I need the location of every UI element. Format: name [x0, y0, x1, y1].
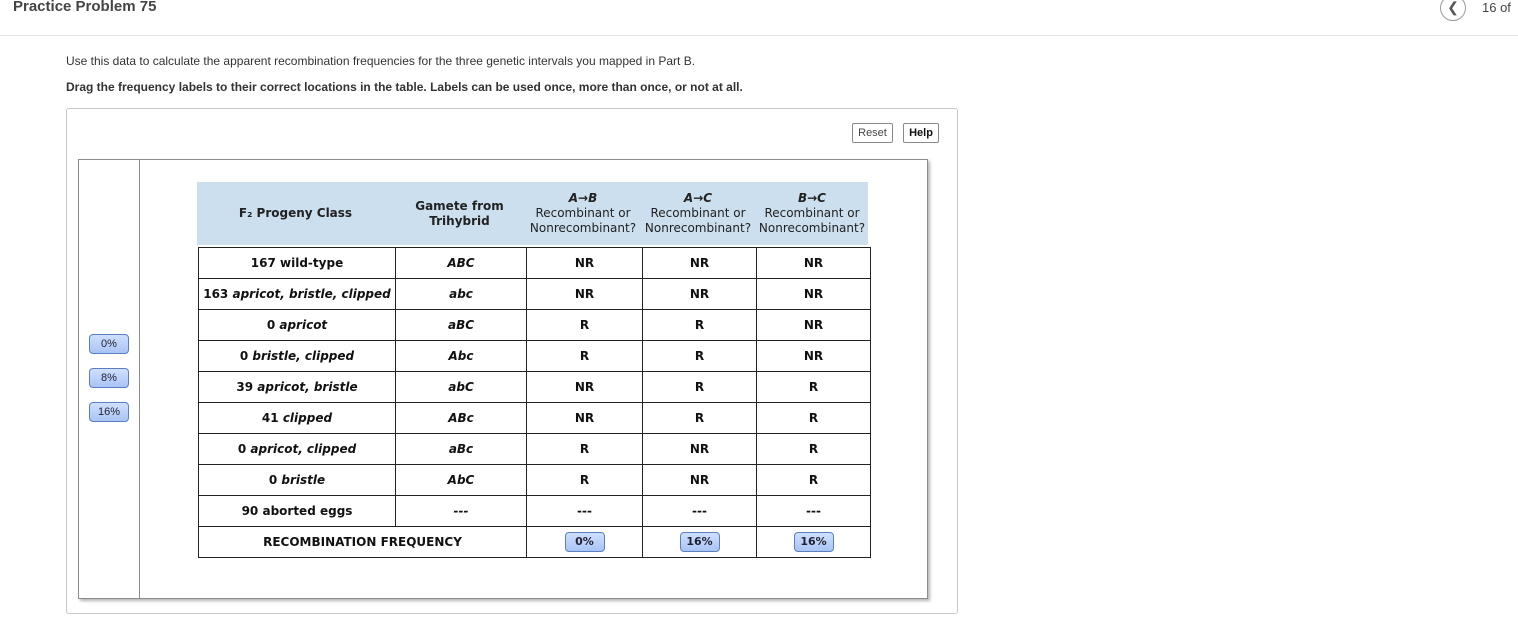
header-progeny-class: F₂ Progeny Class — [238, 206, 353, 220]
b-c-cell: R — [757, 434, 871, 465]
label-chip-16-percent[interactable]: 16% — [89, 402, 129, 422]
gamete-cell: abc — [396, 279, 527, 310]
progeny-description: bristle — [281, 473, 326, 487]
b-c-cell: R — [757, 403, 871, 434]
table-row — [199, 434, 871, 465]
table-row — [199, 341, 871, 372]
label-chip-0-percent[interactable]: 0% — [89, 334, 129, 354]
progeny-count: 163 — [203, 287, 229, 301]
a-b-cell: --- — [527, 496, 643, 527]
gamete-cell: AbC — [396, 465, 527, 496]
progeny-description: apricot, clipped — [250, 442, 357, 456]
a-c-cell: R — [643, 403, 757, 434]
progeny-class-cell — [199, 248, 396, 279]
a-c-cell: NR — [643, 279, 757, 310]
gamete-cell: ABC — [396, 248, 527, 279]
instruction-text: Use this data to calculate the apparent recombination frequencies for the three genetic intervals you mapped in Part B. — [66, 54, 696, 68]
table-row — [199, 403, 871, 434]
b-c-cell: NR — [757, 341, 871, 372]
b-c-cell: NR — [757, 248, 871, 279]
b-c-cell: R — [757, 372, 871, 403]
progeny-count: 167 — [250, 256, 276, 270]
header-a-c: A→C Recombinant or Nonrecombinant? — [644, 191, 752, 235]
progeny-count: 41 — [261, 411, 279, 425]
progeny-description: apricot — [279, 318, 328, 332]
label-chip-8-percent[interactable]: 8% — [89, 368, 129, 388]
placed-label-chip-ac[interactable]: 16% — [680, 532, 720, 552]
a-b-cell: R — [527, 465, 643, 496]
a-c-cell: --- — [643, 496, 757, 527]
progeny-table — [198, 247, 871, 558]
progeny-class-cell — [199, 434, 396, 465]
progeny-class-cell — [199, 465, 396, 496]
progeny-class-cell — [199, 279, 396, 310]
progeny-class-cell — [199, 310, 396, 341]
progeny-description: bristle, clipped — [252, 349, 355, 363]
a-c-cell: NR — [643, 465, 757, 496]
progeny-count: 0 — [237, 442, 247, 456]
a-b-cell: R — [527, 341, 643, 372]
table-row — [199, 496, 871, 527]
frequency-drop-zone-ac[interactable] — [643, 527, 757, 558]
a-b-cell: NR — [527, 248, 643, 279]
progeny-count: 0 — [239, 349, 249, 363]
frequency-drop-zone-ab[interactable] — [527, 527, 643, 558]
b-c-cell: R — [757, 465, 871, 496]
page-title: Practice Problem 75 — [13, 0, 157, 15]
table-row — [199, 465, 871, 496]
progeny-count: 39 — [236, 380, 254, 394]
b-c-cell: NR — [757, 310, 871, 341]
a-c-cell: R — [643, 341, 757, 372]
progeny-class-cell — [199, 372, 396, 403]
progeny-description: aborted eggs — [262, 504, 353, 518]
chevron-left-icon: ❮ — [1447, 0, 1459, 15]
gamete-cell: aBC — [396, 310, 527, 341]
top-bar — [0, 0, 1518, 36]
b-c-cell: --- — [757, 496, 871, 527]
frequency-drop-zone-bc[interactable] — [757, 527, 871, 558]
a-b-cell: NR — [527, 403, 643, 434]
progeny-count: 90 — [241, 504, 259, 518]
a-c-cell: R — [643, 372, 757, 403]
progeny-description: apricot, bristle — [257, 380, 358, 394]
a-c-cell: R — [643, 310, 757, 341]
gamete-cell: aBc — [396, 434, 527, 465]
a-b-cell: R — [527, 310, 643, 341]
progeny-description: wild-type — [280, 256, 344, 270]
a-c-cell: NR — [643, 434, 757, 465]
header-a-b: A→B Recombinant or Nonrecombinant? — [529, 191, 637, 235]
help-button[interactable]: Help — [903, 123, 939, 143]
a-b-cell: NR — [527, 372, 643, 403]
gamete-cell: --- — [396, 496, 527, 527]
a-b-cell: NR — [527, 279, 643, 310]
b-c-cell: NR — [757, 279, 871, 310]
table-row — [199, 279, 871, 310]
gamete-cell: Abc — [396, 341, 527, 372]
frequency-row — [199, 527, 871, 558]
placed-label-chip-bc[interactable]: 16% — [794, 532, 834, 552]
progeny-class-cell — [199, 403, 396, 434]
table-row — [199, 310, 871, 341]
label-bank-divider — [139, 159, 140, 599]
progeny-description: apricot, bristle, clipped — [232, 287, 391, 301]
a-c-cell: NR — [643, 248, 757, 279]
progeny-class-cell — [199, 341, 396, 372]
problem-counter: 16 of — [1482, 0, 1511, 15]
placed-label-chip-ab[interactable]: 0% — [565, 532, 605, 552]
table-row — [199, 248, 871, 279]
progeny-class-cell — [199, 496, 396, 527]
drag-instruction: Drag the frequency labels to their correct locations in the table. Labels can be used once, more than once, or not at all. — [66, 80, 743, 94]
a-b-cell: R — [527, 434, 643, 465]
reset-button[interactable]: Reset — [852, 123, 893, 143]
gamete-cell: abC — [396, 372, 527, 403]
gamete-cell: ABc — [396, 403, 527, 434]
table-row — [199, 372, 871, 403]
progeny-count: 0 — [268, 473, 278, 487]
header-b-c: B→C Recombinant or Nonrecombinant? — [758, 191, 866, 235]
progeny-description: clipped — [282, 411, 333, 425]
progeny-count: 0 — [266, 318, 276, 332]
header-gamete: Gamete from Trihybrid — [415, 198, 504, 228]
recombination-frequency-label: RECOMBINATION FREQUENCY — [199, 527, 527, 558]
